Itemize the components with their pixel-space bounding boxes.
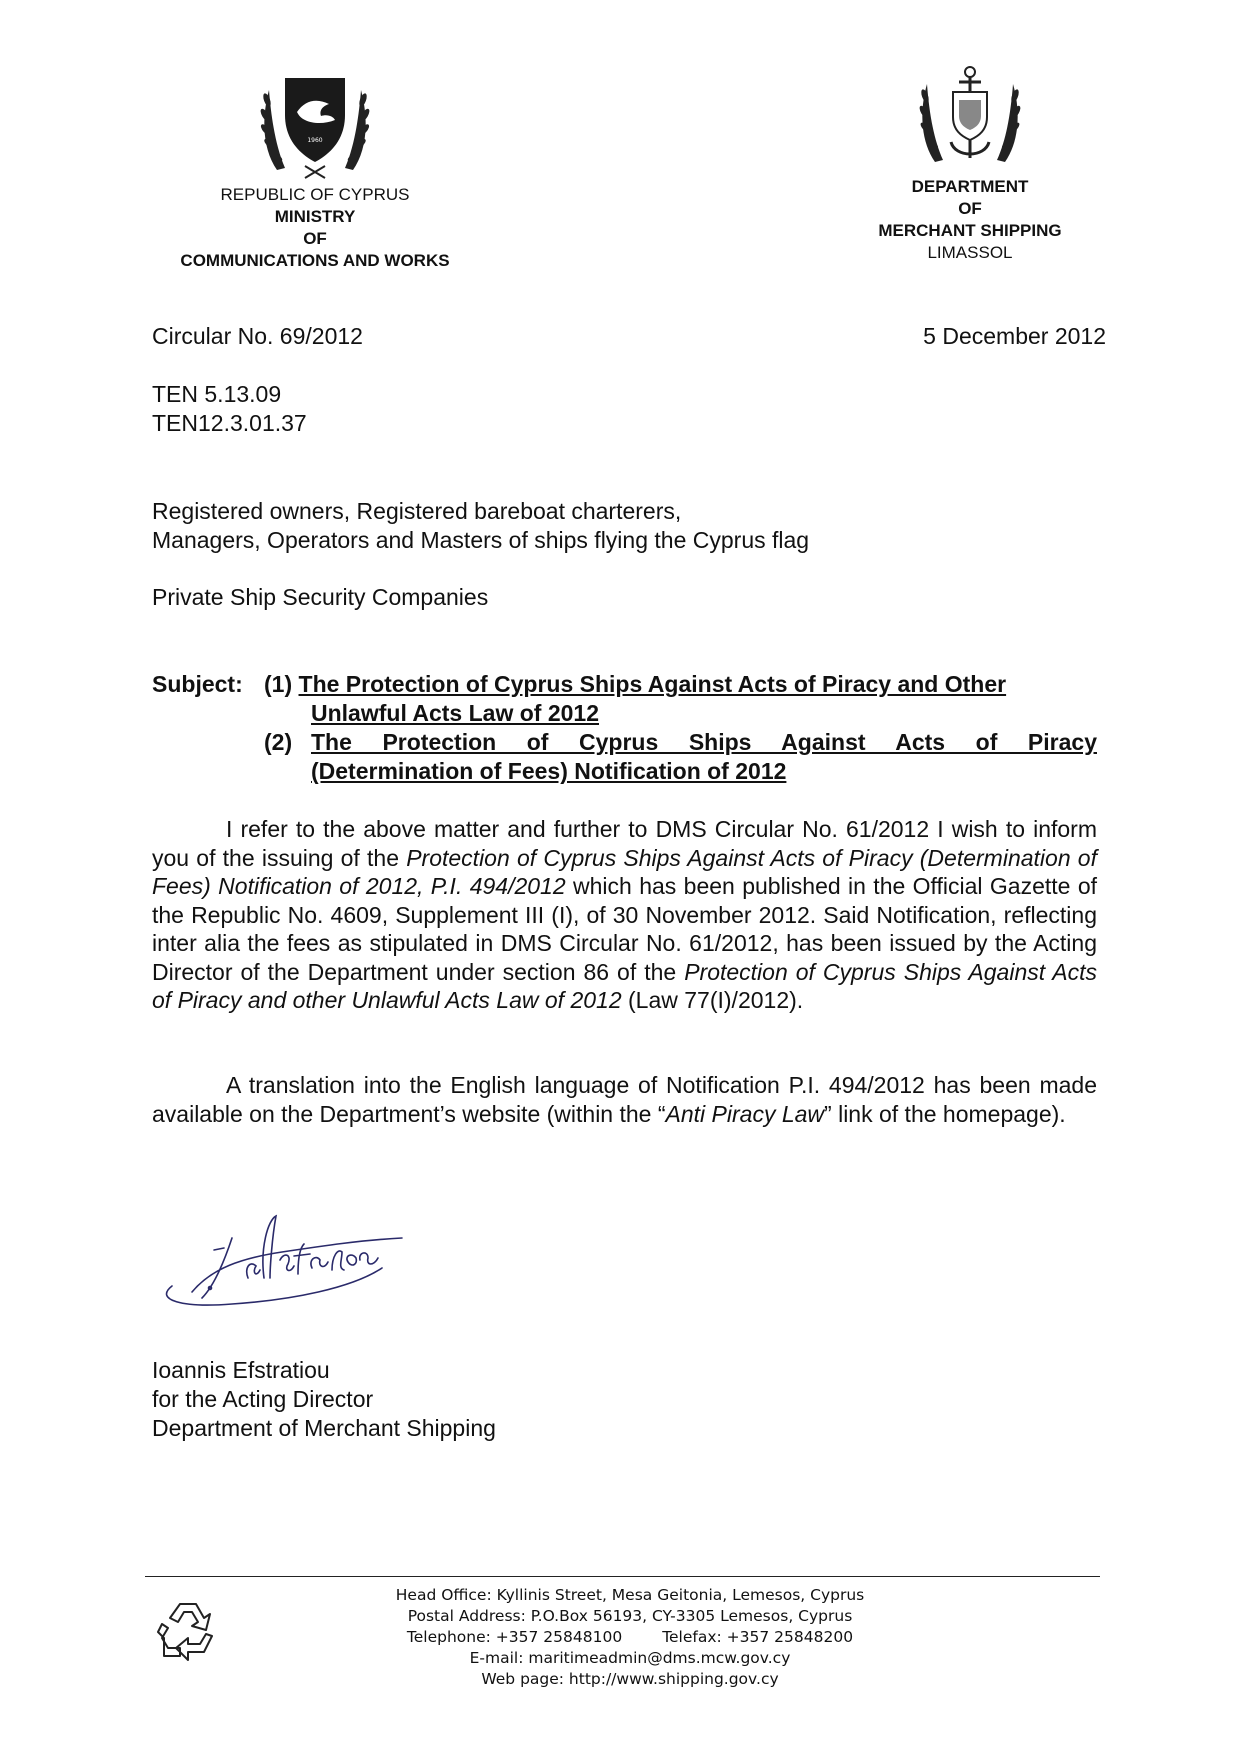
para1-text-3: (Law 77(I)/2012). — [621, 987, 804, 1013]
circular-number: Circular No. 69/2012 — [152, 323, 363, 349]
subject-item-2-title-b: (Determination of Fees) Notification of 2012 — [311, 758, 787, 784]
subject-item-2-title-a: The Protection of Cyprus Ships Against Acts of Piracy — [311, 729, 1097, 755]
para1-text-1: I refer to the above matter and further to DMS Circular No. 61/2012 I wish to inform you of the issuing of the — [152, 816, 1097, 871]
addressee-psc: Private Ship Security Companies — [152, 584, 489, 610]
file-reference-2: TEN12.3.01.37 — [152, 409, 307, 436]
cyprus-coat-of-arms-icon — [255, 70, 375, 180]
header-right-line2: OF — [958, 199, 982, 218]
para2-text-1: A translation into the English language of Notification P.I. 494/2012 has been made available on the Department’s website (within the “ — [152, 1072, 1097, 1127]
subject-item-1 — [264, 670, 1097, 728]
para1-italic-2: Protection of Cyprus Ships Against Acts of Piracy and other Unlawful Acts Law of 2012 — [152, 958, 1097, 1013]
signatory-block — [152, 1356, 496, 1443]
signatory-role: for the Acting Director — [152, 1386, 374, 1412]
header-left-line4: COMMUNICATIONS AND WORKS — [180, 251, 450, 270]
para2-italic-1: Anti Piracy Law — [665, 1100, 825, 1127]
footer-postal-address: Postal Address: P.O.Box 56193, CY-3305 Lemesos, Cyprus — [407, 1607, 853, 1625]
signature-area — [152, 1208, 412, 1323]
footer-web-page[interactable]: Web page: http://www.shipping.gov.cy — [481, 1670, 779, 1688]
recycle-icon — [152, 1594, 224, 1666]
subject-label: Subject: — [152, 671, 243, 697]
subject-item-2 — [264, 728, 1097, 786]
subject-item-2-number: (2) — [264, 729, 293, 755]
department-header — [860, 62, 1080, 264]
handwritten-signature-icon — [152, 1208, 412, 1318]
footer-email[interactable]: E-mail: maritimeadmin@dms.mcw.gov.cy — [469, 1649, 791, 1667]
subject-item-1-title-a: The Protection of Cyprus Ships Against Acts of Piracy and Other — [298, 671, 1007, 697]
para2-text-2: ” link of the homepage). — [824, 1100, 1066, 1127]
para1-italic-1: Protection of Cyprus Ships Against Acts of Piracy (Determination of Fees) Notification of 2012, P.I. 494/2012 — [152, 844, 1097, 899]
footer-phone-fax-line — [330, 1627, 930, 1648]
subject-item-1-number: (1) — [264, 671, 293, 697]
footer-head-office: Head Office: Kyllinis Street, Mesa Geitonia, Lemesos, Cyprus — [395, 1586, 865, 1604]
file-reference-1: TEN 5.13.09 — [152, 381, 282, 407]
para1-text-2: which has been published in the Official Gazette of the Republic No. 4609, Supplement III (I), of 30 November 2012. Said Notification, reflecting inter alia the fees as stipulated in DMS Circular No. 61/2012, has been issued by the Acting Director of the Department under section 86 of the — [152, 873, 1098, 985]
header-right-line1: DEPARTMENT — [911, 177, 1029, 196]
header-right-line4: LIMASSOL — [927, 243, 1013, 262]
svg-text:1960: 1960 — [307, 137, 323, 144]
recycle-area — [152, 1594, 224, 1671]
signatory-department: Department of Merchant Shipping — [152, 1415, 496, 1441]
body-paragraph-1 — [152, 815, 1097, 1015]
footer-divider — [145, 1576, 1100, 1577]
header-left-line1: REPUBLIC OF CYPRUS — [220, 185, 410, 204]
circular-date: 5 December 2012 — [923, 323, 1106, 349]
file-references — [152, 380, 307, 437]
header-left-line3: OF — [303, 229, 327, 248]
addressee-line-1: Registered owners, Registered bareboat charterers, — [152, 498, 682, 524]
header-left-line2: MINISTRY — [274, 207, 356, 226]
header-right-line3: MERCHANT SHIPPING — [878, 221, 1062, 240]
signatory-name: Ioannis Efstratiou — [152, 1357, 330, 1383]
subject-item-1-title-b: Unlawful Acts Law of 2012 — [311, 700, 599, 726]
addressees — [152, 497, 809, 554]
ministry-header — [150, 70, 480, 272]
footer-telefax: Telefax: +357 25848200 — [662, 1628, 854, 1646]
addressee-line-2: Managers, Operators and Masters of ships flying the Cyprus flag — [152, 526, 810, 553]
footer-contact — [330, 1585, 930, 1690]
merchant-shipping-anchor-emblem-icon — [915, 62, 1025, 172]
footer-telephone: Telephone: +357 25848100 — [406, 1628, 623, 1646]
body-paragraph-2 — [152, 1071, 1097, 1128]
